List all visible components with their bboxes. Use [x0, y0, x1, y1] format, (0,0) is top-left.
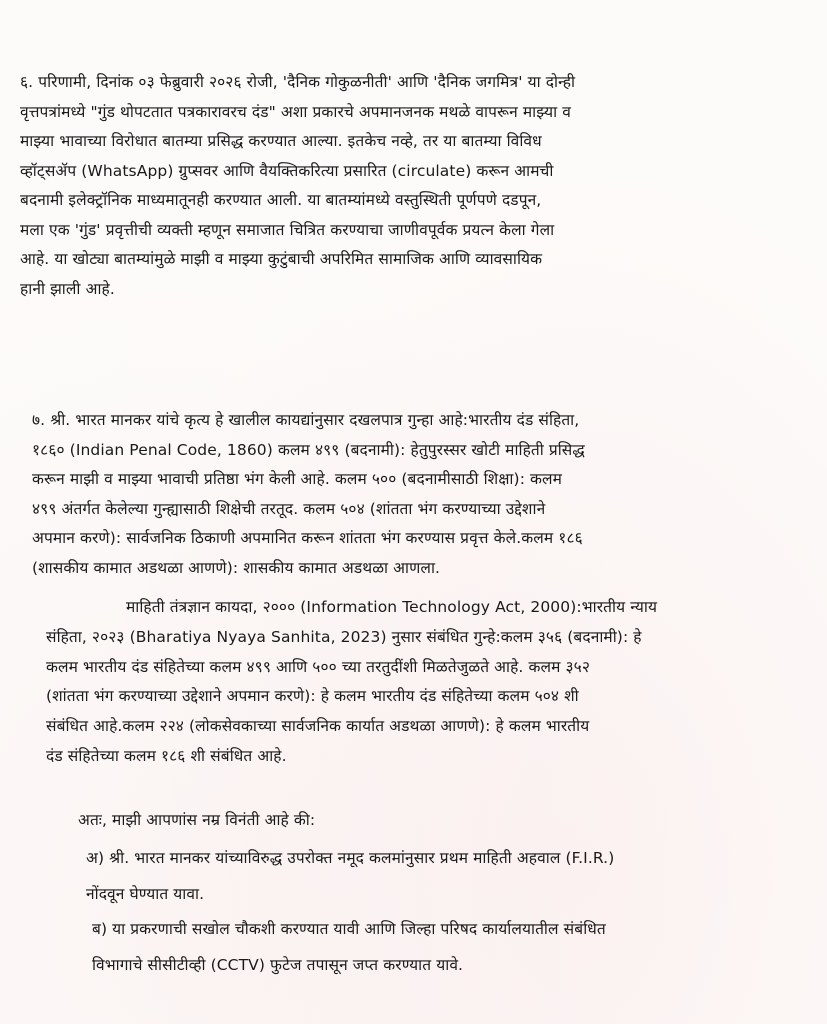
text-line: अतः, माझी आपणांस नम्र विनंती आहे की: — [78, 811, 316, 829]
text-line: अपमान करणे): सार्वजनिक ठिकाणी अपमानित करून शांतता भंग करण्यास प्रवृत्त केले.कलम १८६ — [32, 529, 583, 547]
paragraph-it-act — [46, 593, 780, 772]
text-line: (शांतता भंग करण्याच्या उद्देशाने अपमान करणे): हे कलम भारतीय दंड संहितेच्या कलम ५०४ शी — [46, 687, 579, 706]
text-line: दंड संहितेच्या कलम १८६ शी संबंधित आहे. — [46, 746, 287, 765]
request-item-b — [92, 915, 782, 980]
text-line: संहिता, २०२३ (Bharatiya Nyaya Sanhita, 2023) नुसार संबंधित गुन्हे:कलम ३५६ (बदनामी): हे — [46, 627, 642, 646]
text-line: संबंधित आहे.कलम २२४ (लोकसेवकाच्या सार्वजनिक कार्यात अडथळा आणणे): हे कलम भारतीय — [46, 717, 590, 736]
text-line: ब) या प्रकरणाची सखोल चौकशी करण्यात यावी आणि जिल्हा परिषद कार्यालयातील संबंधित — [92, 920, 606, 938]
text-line: माहिती तंत्रज्ञान कायदा, २००० (Information Technology Act, 2000):भारतीय न्याय — [126, 598, 658, 616]
text-line: १८६० (Indian Penal Code, 1860) कलम ४९९ (बदनामी): हेतुपुरस्सर खोटी माहिती प्रसिद्ध — [32, 440, 585, 459]
request-item-a — [86, 844, 778, 909]
text-line: ६. परिणामी, दिनांक ०३ फेब्रुवारी २०२६ रोजी, 'दैनिक गोकुळनीती' आणि 'दैनिक जगमित्र' या दोन्ही — [20, 73, 576, 91]
text-line: माझ्या भावाच्या विरोधात बातम्या प्रसिद्ध करण्यात आल्या. इतकेच नव्हे, तर या बातम्या विविध — [20, 132, 542, 150]
text-line: (शासकीय कामात अडथळा आणणे): शासकीय कामात अडथळा आणला. — [32, 558, 441, 577]
text-line: अ) श्री. भारत मानकर यांच्याविरुद्ध उपरोक्त नमूद कलमांनुसार प्रथम माहिती अहवाल (F.I.R.) — [86, 849, 615, 867]
text-line: नोंदवून घेण्यात यावा. — [86, 884, 205, 903]
text-line: वृत्तपत्रांमध्ये "गुंड थोपटतात पत्रकारावरच दंड" अशा प्रकारचे अपमानजनक मथळे वापरून माझ्या व — [20, 102, 571, 121]
text-line: ४९९ अंतर्गत केलेल्या गुन्ह्यासाठी शिक्षेची तरतूद. कलम ५०४ (शांतता भंग करण्याच्या उद्देशाने — [32, 499, 546, 518]
paragraph-7 — [32, 406, 780, 583]
paragraph-6 — [20, 68, 780, 304]
text-line: बदनामी इलेक्ट्रॉनिक माध्यमातूनही करण्यात आली. या बातम्यांमध्ये वस्तुस्थिती पूर्णपणे दडपून, — [20, 191, 542, 209]
text-line: ७. श्री. भारत मानकर यांचे कृत्य हे खालील कायद्यांनुसार दखलपात्र गुन्हा आहे:भारतीय दंड संहिता, — [32, 411, 580, 429]
text-line: करून माझी व माझ्या भावाची प्रतिष्ठा भंग केली आहे. कलम ५०० (बदनामीसाठी शिक्षा): कलम — [32, 470, 563, 488]
text-line: कलम भारतीय दंड संहितेच्या कलम ४९९ आणि ५०० च्या तरतुदींशी मिळतेजुळते आहे. कलम ३५२ — [46, 657, 590, 676]
request-intro — [78, 806, 778, 836]
text-line: आहे. या खोट्या बातम्यांमुळे माझी व माझ्या कुटुंबाची अपरिमित सामाजिक आणि व्यावसायिक — [20, 250, 543, 268]
text-line: विभागाचे सीसीटीव्ही (CCTV) फुटेज तपासून जप्त करण्यात यावे. — [92, 955, 464, 974]
text-line: व्हॉट्सॲप (WhatsApp) ग्रुप्सवर आणि वैयक्तिकरित्या प्रसारित (circulate) करून आमची — [20, 161, 554, 180]
text-line: हानी झाली आहे. — [20, 279, 115, 298]
text-line: मला एक 'गुंड' प्रवृत्तीची व्यक्ती म्हणून समाजात चित्रित करण्याचा जाणीवपूर्वक प्रयत्न केला गेला — [20, 220, 555, 239]
